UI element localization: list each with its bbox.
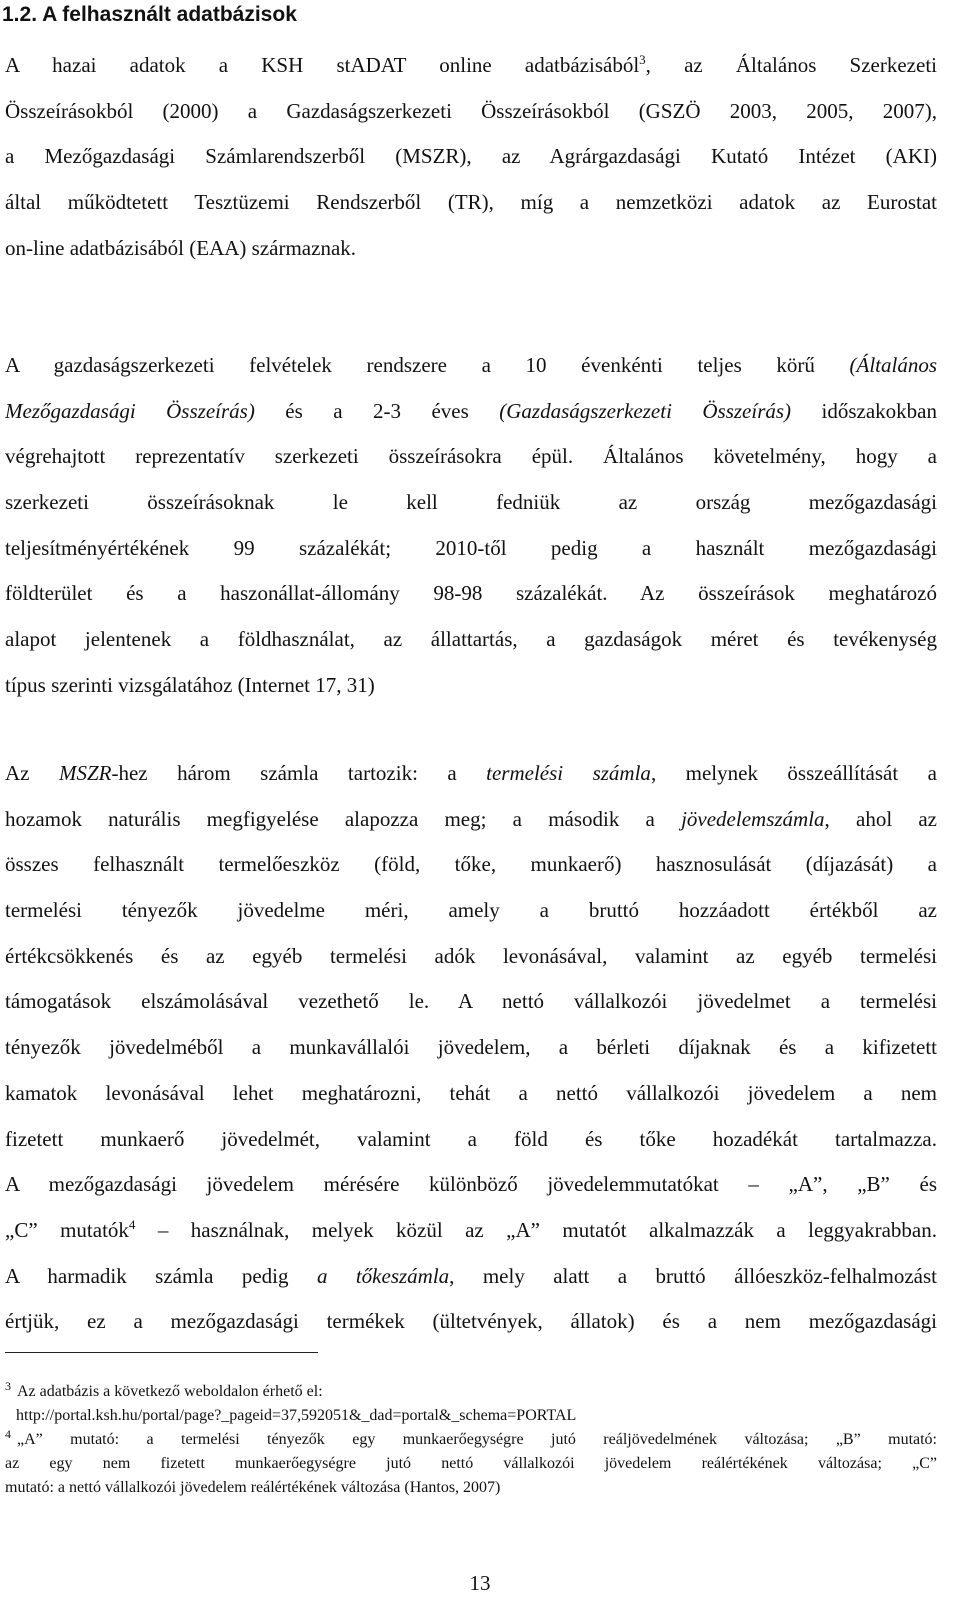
- text-line: teljesítményértékének 99 százalékát; 2010-től pedig a használt mezőgazdasági: [5, 535, 937, 560]
- text-line: hozamok naturális megfigyelése alapozza meg; a második a jövedelemszámla, ahol az: [5, 806, 937, 831]
- footnote-line: $^4$ „A” mutató: a termelési tényezők egy munkaerőegységre jutó reáljövedelmének változása; „B” mutató:: [5, 1428, 937, 1448]
- text-line: által működtetett Tesztüzemi Rendszerből (TR), míg a nemzetközi adatok az Eurostat: [5, 190, 937, 215]
- footnote-line: mutató: a nettó vállalkozói jövedelem reálértékének változása (Hantos, 2007): [5, 1479, 501, 1496]
- text-line: on-line adatbázisából (EAA) származnak.: [5, 235, 357, 260]
- text-line: tényezők jövedelméből a munkavállalói jövedelem, a bérleti díjaknak és a kifizetett: [5, 1035, 937, 1060]
- text-line: földterület és a haszonállat-állomány 98-98 százalékát. Az összeírások meghatározó: [5, 581, 937, 606]
- text-line: A hazai adatok a KSH stADAT online adatbázisából$^3$, az Általános Szerkezeti: [5, 52, 937, 77]
- text-line: A harmadik számla pedig a tőkeszámla, mely alatt a bruttó állóeszköz-felhalmozást: [5, 1263, 937, 1288]
- text-line: alapot jelentenek a földhasználat, az állattartás, a gazdaságok méret és tevékenység: [5, 627, 937, 652]
- text-line: Az MSZR-hez három számla tartozik: a termelési számla, melynek összeállítását a: [5, 761, 937, 785]
- footnote-line: $^3$ Az adatbázis a következő weboldalon érhető el:: [5, 1378, 323, 1400]
- text-line: támogatások elszámolásával vezethető le. A nettó vállalkozói jövedelmet a termelési: [5, 989, 937, 1014]
- text-line: Összeírásokból (2000) a Gazdaságszerkezeti Összeírásokból (GSZÖ 2003, 2005, 2007),: [5, 98, 937, 123]
- text-line: végrehajtott reprezentatív szerkezeti összeírásokra épül. Általános követelmény, hogy a: [5, 444, 937, 469]
- section-heading: 1.2. A felhasznált adatbázisok: [2, 3, 297, 26]
- text-line: Mezőgazdasági Összeírás) és a 2-3 éves (Gazdaságszerkezeti Összeírás) időszakokban: [5, 398, 937, 423]
- footnote-divider: [5, 1352, 318, 1353]
- footnote-number: 3: [5, 1378, 11, 1393]
- text-line: „C” mutatók$^4$ – használnak, melyek közül az „A” mutatót alkalmazzák a leggyakrabban.: [5, 1216, 937, 1242]
- paragraph-mszr-accounts: [5, 751, 937, 1345]
- page-number: 13: [469, 1571, 491, 1595]
- footnote-ref-4[interactable]: 4: [128, 1216, 136, 1232]
- text-line: összes felhasznált termelőeszköz (föld, tőke, munkaerő) hasznosulását (díjazását) a: [5, 852, 937, 877]
- paragraph-structural-surveys: [5, 343, 937, 709]
- text-line: A gazdaságszerkezeti felvételek rendszere a 10 évenkénti teljes körű (Általános: [5, 353, 937, 377]
- text-line: kamatok levonásával lehet meghatározni, tehát a nettó vállalkozói jövedelem a nem: [5, 1080, 937, 1105]
- footnote-link[interactable]: http://portal.ksh.hu/portal/page?_pageid=37,592051&_dad=portal&_schema=PORTAL: [16, 1407, 577, 1424]
- text-line: a Mezőgazdasági Számlarendszerből (MSZR), az Agrárgazdasági Kutató Intézet (AKI): [5, 144, 937, 169]
- footnote-ref-3[interactable]: 3: [639, 52, 646, 67]
- paragraph-data-sources: [5, 43, 937, 271]
- footnote-3: [5, 1380, 937, 1428]
- footnote-4: [5, 1428, 937, 1500]
- text-line: típus szerinti vizsgálatához (Internet 17, 31): [5, 672, 375, 697]
- text-line: értékcsökkenés és az egyéb termelési adók levonásával, valamint az egyéb termelési: [5, 943, 937, 968]
- footnote-number: 4: [5, 1428, 11, 1441]
- text-line: A mezőgazdasági jövedelem mérésére különböző jövedelemmutatókat – „A”, „B” és: [5, 1172, 937, 1197]
- text-line: fizetett munkaerő jövedelmét, valamint a föld és tőke hozadékát tartalmazza.: [5, 1126, 937, 1151]
- text-line: szerkezeti összeírásoknak le kell fedniük az ország mezőgazdasági: [5, 490, 937, 515]
- text-line: értjük, ez a mezőgazdasági termékek (ültetvények, állatok) és a nem mezőgazdasági: [5, 1309, 937, 1334]
- footnote-line: az egy nem fizetett munkaerőegységre jutó nettó vállalkozói jövedelem reálértékének változása; „C”: [5, 1455, 937, 1472]
- text-line: termelési tényezők jövedelme méri, amely a bruttó hozzáadott értékből az: [5, 898, 937, 923]
